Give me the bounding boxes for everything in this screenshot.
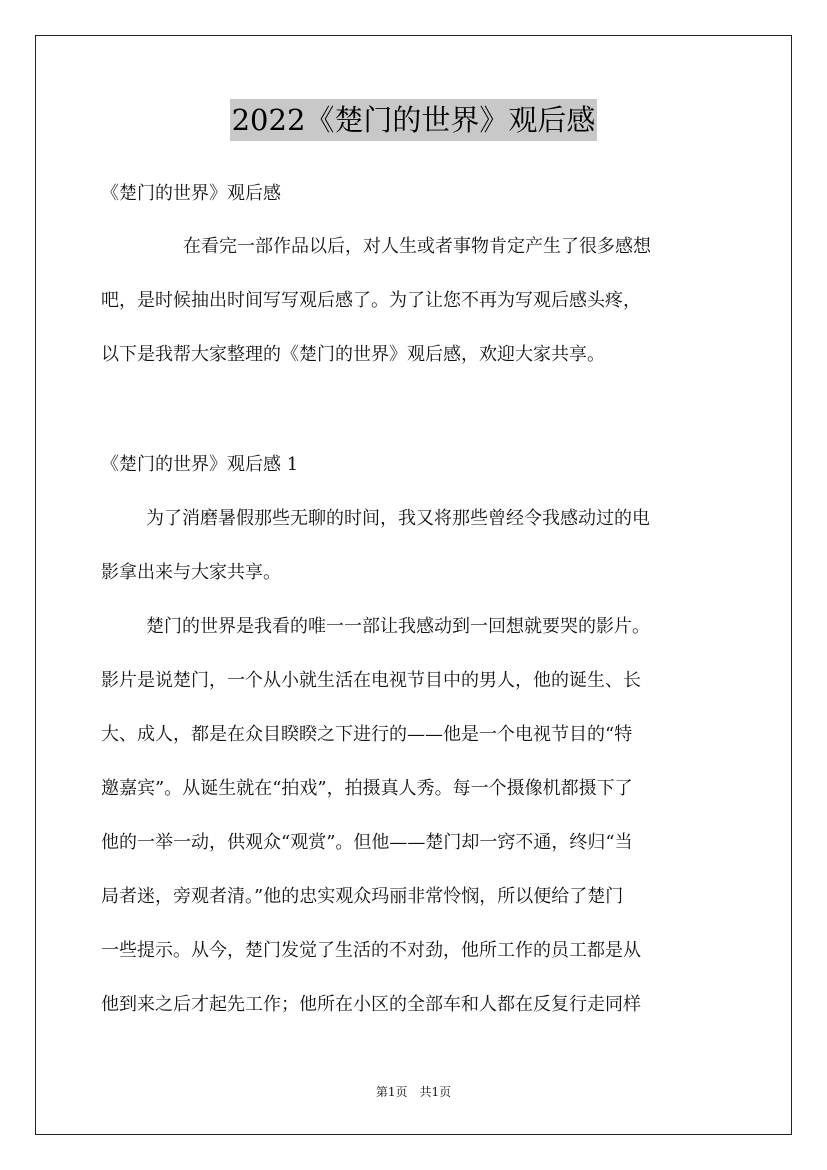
section-heading: 《楚门的世界》观后感 1 (101, 454, 299, 475)
body-line: 邀嘉宾”。从诞生就在“拍戏”，拍摄真人秀。每一个摄像机都摄下了 (101, 778, 633, 799)
page-footer: 第1页 共1页 (375, 1085, 452, 1099)
body-line: 影拿出来与大家共享。 (101, 562, 281, 583)
document-title: 2022《楚门的世界》观后感 (230, 99, 597, 141)
body-line: 楚门的世界是我看的唯一一部让我感动到一回想就要哭的影片。 (146, 616, 650, 637)
body-line: 影片是说楚门，一个从小就生活在电视节目中的男人，他的诞生、长 (101, 670, 641, 691)
body-line: 一些提示。从今，楚门发觉了生活的不对劲，他所工作的员工都是从 (101, 940, 641, 961)
intro-line: 吧，是时候抽出时间写写观后感了。为了让您不再为写观后感头疼， (101, 290, 641, 311)
subtitle: 《楚门的世界》观后感 (101, 183, 281, 204)
intro-line: 以下是我帮大家整理的《楚门的世界》观后感，欢迎大家共享。 (101, 344, 605, 365)
body-line: 为了消磨暑假那些无聊的时间，我又将那些曾经令我感动过的电 (146, 508, 650, 529)
body-line: 他的一举一动，供观众“观赏”。但他——楚门却一窍不通，终归“当 (101, 832, 633, 853)
body-line: 他到来之后才起先工作；他所在小区的全部车和人都在反复行走同样 (101, 994, 641, 1015)
body-line: 局者迷，旁观者清。”他的忠实观众玛丽非常怜悯，所以便给了楚门 (101, 886, 624, 907)
intro-line: 在看完一部作品以后，对人生或者事物肯定产生了很多感想 (183, 236, 651, 257)
body-line: 大、成人，都是在众目睽睽之下进行的——他是一个电视节目的“特 (101, 724, 633, 745)
